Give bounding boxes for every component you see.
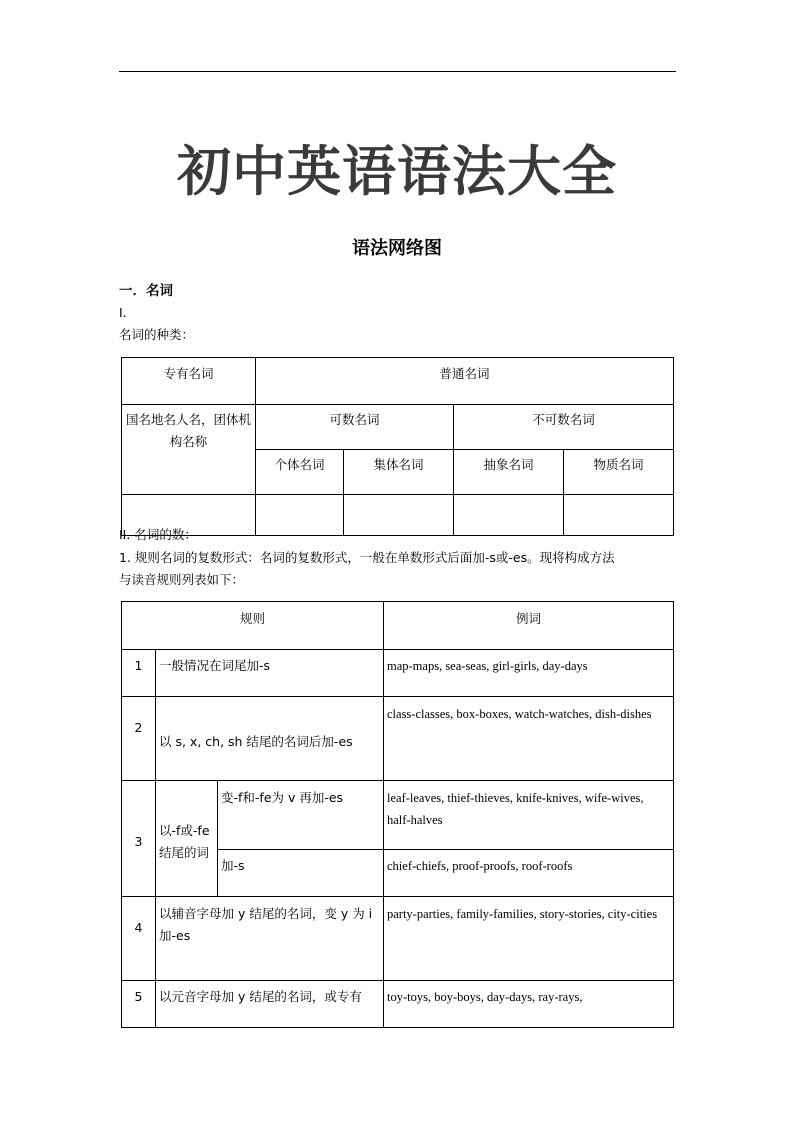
document-subtitle: 语法网络图 xyxy=(352,238,442,259)
rule-cell: 一般情况在词尾加-s xyxy=(156,650,384,697)
cell-common-noun: 普通名词 xyxy=(256,358,674,405)
example-cell: leaf-leaves, thief-thieves, knife-knives, wife-wives, half-halves xyxy=(384,781,674,850)
header-rule xyxy=(119,71,676,72)
rule-cell: 以元音字母加 y 结尾的名词，或专有 xyxy=(156,981,384,1028)
header-example-cell: 例词 xyxy=(384,602,674,650)
rule-cell: 以 s, x, ch, sh 结尾的名词后加-es xyxy=(156,697,384,781)
cell-abstract: 抽象名词 xyxy=(454,450,564,495)
table-row xyxy=(122,897,674,981)
example-cell: class-classes, box-boxes, watch-watches, dish-dishes xyxy=(384,697,674,781)
document-title: 初中英语语法大全 xyxy=(177,140,617,203)
cell-collective: 集体名词 xyxy=(344,450,454,495)
part-one-label: I. xyxy=(119,305,127,320)
plural-rule-line-2: 与读音规则列表如下： xyxy=(119,572,245,587)
example-cell: chief-chiefs, proof-proofs, roof-roofs xyxy=(384,850,674,897)
table-row xyxy=(122,781,674,850)
cell-proper-noun: 专有名词 xyxy=(122,358,256,405)
plural-rule-line-1: 1. 规则名词的复数形式：名词的复数形式，一般在单数形式后面加-s或-es。现将构成方法 xyxy=(119,550,615,565)
sub-rule-cell: 变-f和-fe为 v 再加-es xyxy=(218,781,384,850)
example-cell: map-maps, sea-seas, girl-girls, day-days xyxy=(384,650,674,697)
row-number: 1 xyxy=(122,650,156,697)
rule-cell: 以辅音字母加 y 结尾的名词，变 y 为 i 加-es xyxy=(156,897,384,981)
table-row xyxy=(122,697,674,781)
part-two-label: II. 名词的数： xyxy=(119,527,197,542)
cell-countable: 可数名词 xyxy=(256,405,454,450)
table-row xyxy=(122,981,674,1028)
header-rule-cell: 规则 xyxy=(122,602,384,650)
row-number: 2 xyxy=(122,697,156,781)
example-cell: toy-toys, boy-boys, day-days, ray-rays, xyxy=(384,981,674,1028)
row-number: 3 xyxy=(122,781,156,897)
cell-proper-desc: 国名地名人名，团体机构名称 xyxy=(122,405,256,495)
example-cell: party-parties, family-families, story-stories, city-cities xyxy=(384,897,674,981)
noun-types-intro: 名词的种类： xyxy=(119,327,195,342)
row-number: 5 xyxy=(122,981,156,1028)
cell-uncountable: 不可数名词 xyxy=(454,405,674,450)
cell-individual: 个体名词 xyxy=(256,450,344,495)
table-row xyxy=(122,650,674,697)
cell-material: 物质名词 xyxy=(564,450,674,495)
row-number: 4 xyxy=(122,897,156,981)
plural-rules-table xyxy=(121,601,674,1028)
rule-cell: 以-f或-fe结尾的词 xyxy=(156,781,218,897)
noun-types-table xyxy=(121,357,674,536)
sub-rule-cell: 加-s xyxy=(218,850,384,897)
section-heading-nouns: 一．名词 xyxy=(119,283,173,299)
